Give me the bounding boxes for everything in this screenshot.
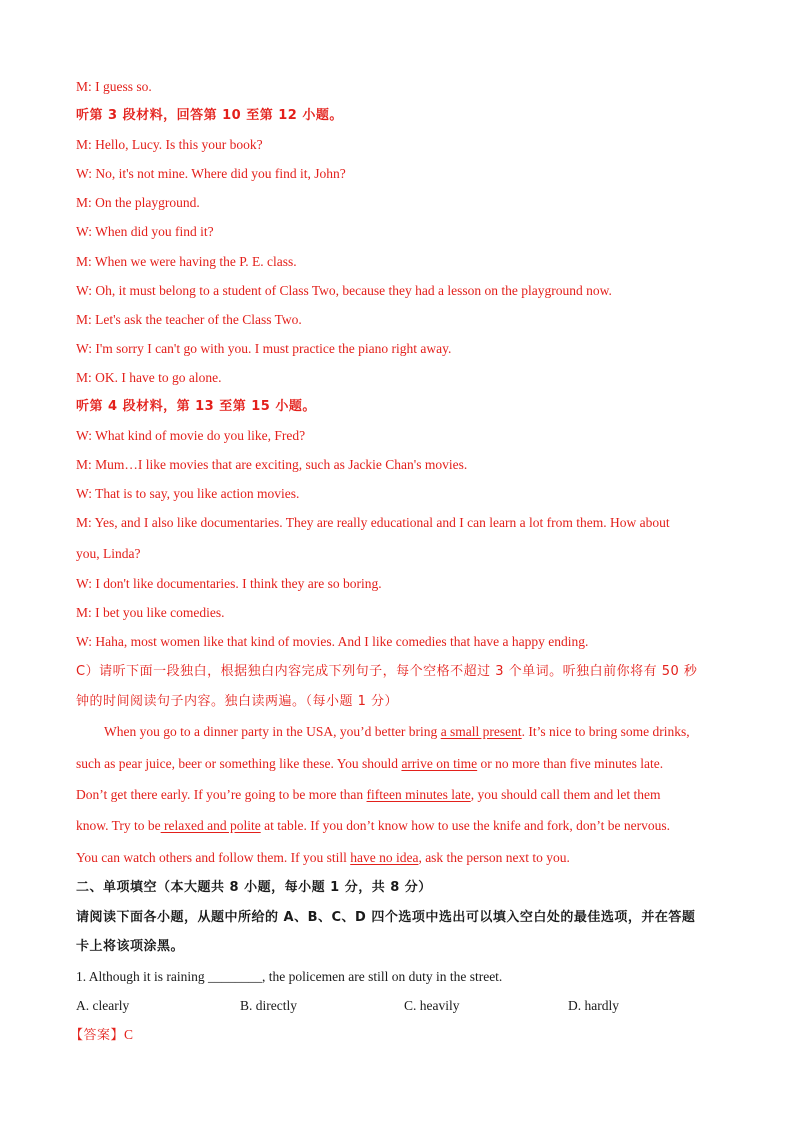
answer-blank-2: arrive on time xyxy=(401,756,478,771)
option-d: D. hardly xyxy=(568,998,619,1013)
dialogue-line: W: That is to say, you like action movies. xyxy=(76,486,300,501)
part-2-instruction: 请阅读下面各小题，从题中所给的 A、B、C、D 四个选项中选出可以填入空白处的最佳选项，并在答题 xyxy=(76,910,696,925)
dialogue-line: M: Hello, Lucy. Is this your book? xyxy=(76,137,263,152)
dialogue-line: W: I don't like documentaries. I think they are so boring. xyxy=(76,576,382,591)
section-c-instruction: C）请听下面一段独白，根据独白内容完成下列句子，每个空格不超过 3 个单词。听独白前你将有 50 秒 xyxy=(76,664,698,679)
monologue-line-1: When you go to a dinner party in the USA, you’d better bring a small present. It’s nice to bring some drinks, xyxy=(104,724,690,739)
dialogue-line: W: When did you find it? xyxy=(76,224,214,239)
option-a: A. clearly xyxy=(76,998,130,1013)
dialogue-line: you, Linda? xyxy=(76,546,141,561)
answer-blank-1: a small present xyxy=(440,724,522,739)
option-c: C. heavily xyxy=(404,998,460,1013)
part-2-heading: 二、单项填空（本大题共 8 小题，每小题 1 分，共 8 分） xyxy=(76,880,432,895)
monologue-line-4: know. Try to be relaxed and polite at table. If you don’t know how to use the knife and fork, don’t be nervous. xyxy=(76,818,671,833)
dialogue-line: W: Haha, most women like that kind of movies. And I like comedies that have a happy ending. xyxy=(76,634,589,649)
section-heading-3: 听第 3 段材料，回答第 10 至第 12 小题。 xyxy=(76,108,343,123)
answer-blank-4: relaxed and polite xyxy=(160,818,261,833)
answer-label: 【答案】 xyxy=(70,1028,125,1043)
dialogue-line: M: Let's ask the teacher of the Class Two. xyxy=(76,312,302,327)
dialogue-line: M: When we were having the P. E. class. xyxy=(76,254,297,269)
option-b: B. directly xyxy=(240,998,297,1013)
question-1: 1. Although it is raining ________, the policemen are still on duty in the street. xyxy=(76,969,503,984)
answer-blank-5: have no idea xyxy=(350,850,419,865)
monologue-line-3: Don’t get there early. If you’re going to be more than fifteen minutes late, you should call them and let them xyxy=(76,787,661,802)
dialogue-line: M: I bet you like comedies. xyxy=(76,605,225,620)
dialogue-line: W: No, it's not mine. Where did you find it, John? xyxy=(76,166,346,181)
part-2-instruction: 卡上将该项涂黑。 xyxy=(76,939,185,954)
dialogue-line: M: Yes, and I also like documentaries. They are really educational and I can learn a lot from them. How about xyxy=(76,515,670,530)
section-c-instruction: 钟的时间阅读句子内容。独白读两遍。（每小题 1 分） xyxy=(76,694,399,709)
answer-blank-3: fifteen minutes late xyxy=(366,787,471,802)
monologue-line-5: You can watch others and follow them. If you still have no idea, ask the person next to you. xyxy=(76,850,570,865)
dialogue-line: M: I guess so. xyxy=(76,79,152,94)
section-heading-4: 听第 4 段材料，第 13 至第 15 小题。 xyxy=(76,399,316,414)
dialogue-line: W: Oh, it must belong to a student of Class Two, because they had a lesson on the playground now. xyxy=(76,283,612,298)
dialogue-line: M: OK. I have to go alone. xyxy=(76,370,222,385)
dialogue-line: W: What kind of movie do you like, Fred? xyxy=(76,428,306,443)
monologue-line-2: such as pear juice, beer or something like these. You should arrive on time or no more than five minutes late. xyxy=(76,756,664,771)
answer-value: C xyxy=(124,1027,134,1042)
dialogue-line: W: I'm sorry I can't go with you. I must practice the piano right away. xyxy=(76,341,452,356)
dialogue-line: M: Mum…I like movies that are exciting, such as Jackie Chan's movies. xyxy=(76,457,468,472)
dialogue-line: M: On the playground. xyxy=(76,195,200,210)
answer-line xyxy=(70,1026,133,1045)
